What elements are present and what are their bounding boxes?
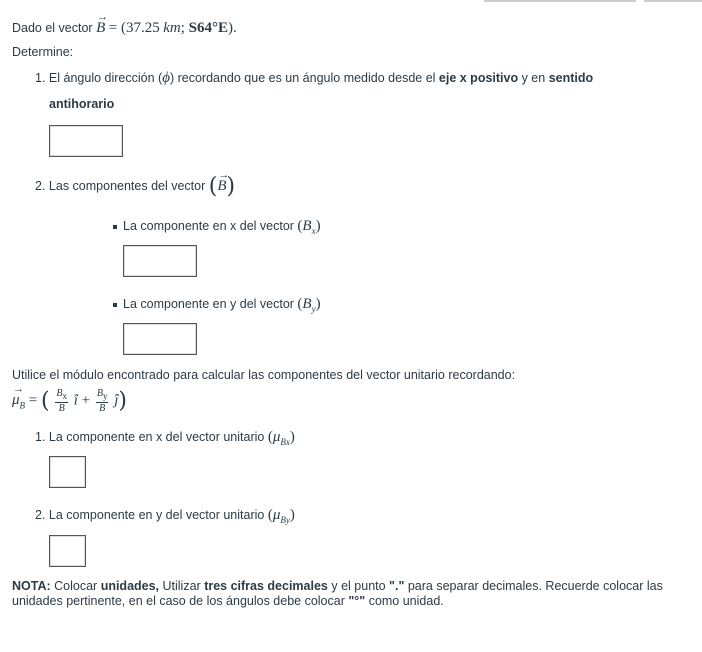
phi-symbol: ϕ [162,70,170,86]
bullet-icon [113,303,117,307]
unit-q2: 2. La componente en y del vector unitario $(\mu_{By})$ [35,507,295,525]
unit-vector-intro: Utilice el módulo encontrado para calcular las componentes del vector unitario recordando: [12,368,516,382]
vector-b-symbol: → B [96,20,105,37]
mu-symbol: → μ [12,392,20,409]
top-tab-bar-right [644,0,702,2]
note-paragraph: NOTA: Colocar unidades, Utilizar tres cifras decimales y el punto "." para separar decimales. Recuerde colocar las unidades pertinente, en el caso de los ángulos debe colocar "°" como unidad. [12,579,663,608]
q1-number: 1. [35,71,46,85]
intro-magnitude: (37.25 [120,20,160,36]
q1-text-a: El ángulo dirección ( [48,71,163,85]
q2-vector-symbol: → B [217,178,226,195]
bx-text: La componente en x del vector [123,219,298,233]
angle-input[interactable] [49,125,123,157]
mu-by-input[interactable] [49,535,86,567]
q2-text: Las componentes del vector [48,178,209,193]
intro-prefix: Dado el vector [12,21,97,35]
q1-bold-axis: eje x positivo [438,71,519,85]
question-1 [35,70,593,87]
q2-number: 2. [35,178,46,193]
mu-bx-input[interactable] [49,456,86,488]
q1-text-b: ) recordando que es un ángulo medido desde el [169,71,439,85]
bx-input[interactable] [123,245,197,277]
intro-line: Dado el vector → B = (37.25 km; S64°E). [12,20,237,37]
q1-bold-sense: sentido [548,71,594,85]
intro-suffix: ). [227,20,237,36]
bullet-by: La componente en y del vector $(B_y)$ [113,296,321,314]
q1-text-c: y en [518,71,549,85]
determine-label: Determine: [12,45,74,59]
intro-direction: S64°E [188,20,228,36]
bullet-icon [113,225,117,229]
by-text: La componente en y del vector [123,297,298,311]
intro-unit: km [163,20,181,36]
unit-vector-formula: → $\mu_B$ = ( $\frac{B_x}{B}$ î + $\frac{B_y}{B}$ ĵ) [12,388,127,414]
unit-q1: 1. La componente en x del vector unitario $(\mu_{Bx})$ [35,429,295,447]
top-tab-bar-left [484,0,636,2]
question-2: 2. Las componentes del vector (→ B) [35,174,235,199]
by-input[interactable] [123,323,197,355]
bullet-bx: La componente en x del vector $(B_x)$ [113,218,321,236]
q1-bold-counterclockwise: antihorario [49,97,115,111]
